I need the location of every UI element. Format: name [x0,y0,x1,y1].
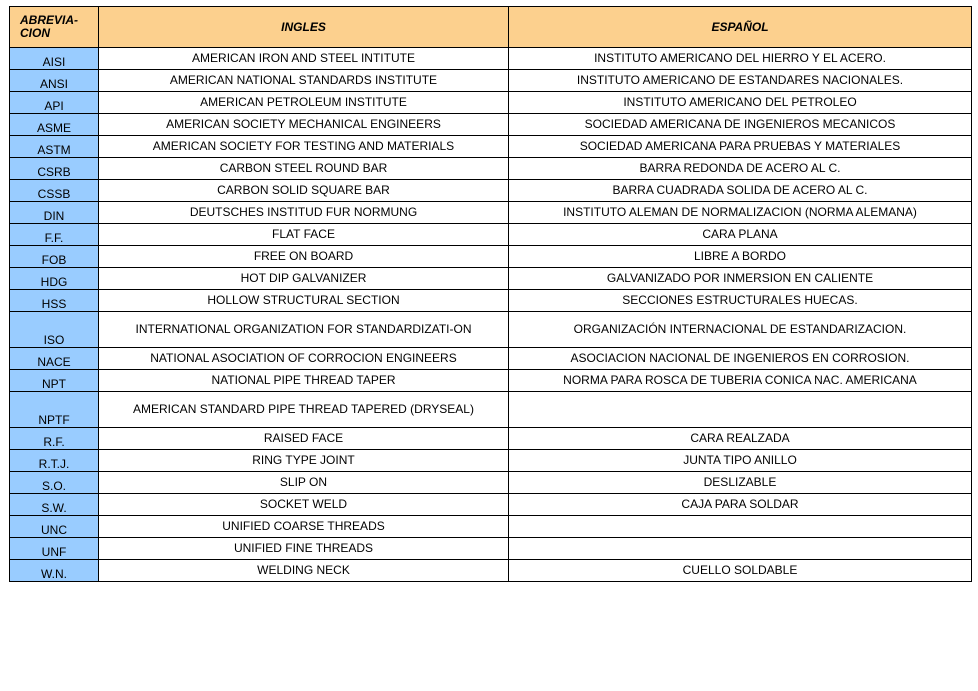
english-cell: AMERICAN NATIONAL STANDARDS INSTITUTE [99,70,509,92]
spanish-cell: INSTITUTO AMERICANO DEL HIERRO Y EL ACERO. [509,48,972,70]
header-abbreviation: ABREVIA- CION [10,7,99,48]
abbreviation-cell: ASME [10,114,99,136]
spanish-cell: BARRA CUADRADA SOLIDA DE ACERO AL C. [509,180,972,202]
abbreviation-cell: F.F. [10,224,99,246]
english-cell: RING TYPE JOINT [99,450,509,472]
spanish-cell: CARA PLANA [509,224,972,246]
table-row [10,516,972,538]
table-row [10,70,972,92]
spanish-cell: INSTITUTO ALEMAN DE NORMALIZACION (NORMA ALEMANA) [509,202,972,224]
table-row [10,224,972,246]
table-row [10,114,972,136]
spanish-cell: LIBRE A BORDO [509,246,972,268]
spanish-cell: CUELLO SOLDABLE [509,560,972,582]
abbreviation-cell: DIN [10,202,99,224]
table-row [10,48,972,70]
spanish-cell: JUNTA TIPO ANILLO [509,450,972,472]
spanish-cell: GALVANIZADO POR INMERSION EN CALIENTE [509,268,972,290]
english-cell: NATIONAL PIPE THREAD TAPER [99,370,509,392]
abbreviation-table [9,6,972,582]
header-spanish: ESPAÑOL [509,7,972,48]
abbreviation-cell: AISI [10,48,99,70]
table-row [10,290,972,312]
table-row [10,472,972,494]
abbreviation-cell: ANSI [10,70,99,92]
spanish-cell: SOCIEDAD AMERICANA PARA PRUEBAS Y MATERIALES [509,136,972,158]
table-row [10,560,972,582]
abbreviation-cell: NPT [10,370,99,392]
abbreviation-cell: NPTF [10,392,99,428]
spanish-cell: CARA REALZADA [509,428,972,450]
spanish-cell: INSTITUTO AMERICANO DE ESTANDARES NACIONALES. [509,70,972,92]
table-row [10,348,972,370]
spanish-cell [509,516,972,538]
abbreviation-cell: CSRB [10,158,99,180]
abbreviation-cell: FOB [10,246,99,268]
english-cell: AMERICAN STANDARD PIPE THREAD TAPERED (DRYSEAL) [99,392,509,428]
spanish-cell: ASOCIACION NACIONAL DE INGENIEROS EN CORROSION. [509,348,972,370]
table-row [10,428,972,450]
abbreviation-cell: R.T.J. [10,450,99,472]
table-row [10,180,972,202]
english-cell: DEUTSCHES INSTITUD FUR NORMUNG [99,202,509,224]
abbreviation-cell: W.N. [10,560,99,582]
abbreviation-cell: S.W. [10,494,99,516]
table-row [10,246,972,268]
table-row [10,136,972,158]
header-row [10,7,972,48]
table-row [10,268,972,290]
spanish-cell: CAJA PARA SOLDAR [509,494,972,516]
spanish-cell: DESLIZABLE [509,472,972,494]
english-cell: CARBON SOLID SQUARE BAR [99,180,509,202]
abbreviation-cell: HSS [10,290,99,312]
spanish-cell: ORGANIZACIÓN INTERNACIONAL DE ESTANDARIZACION. [509,312,972,348]
table-row [10,538,972,560]
english-cell: NATIONAL ASOCIATION OF CORROCION ENGINEERS [99,348,509,370]
table-row [10,370,972,392]
english-cell: FREE ON BOARD [99,246,509,268]
spanish-cell: INSTITUTO AMERICANO DEL PETROLEO [509,92,972,114]
english-cell: RAISED FACE [99,428,509,450]
english-cell: FLAT FACE [99,224,509,246]
table-row [10,494,972,516]
abbreviation-cell: API [10,92,99,114]
spanish-cell [509,392,972,428]
spanish-cell [509,538,972,560]
abbreviation-cell: ISO [10,312,99,348]
table-row [10,202,972,224]
english-cell: UNIFIED COARSE THREADS [99,516,509,538]
abbreviation-cell: CSSB [10,180,99,202]
spanish-cell: BARRA REDONDA DE ACERO AL C. [509,158,972,180]
english-cell: SOCKET WELD [99,494,509,516]
english-cell: INTERNATIONAL ORGANIZATION FOR STANDARDIZATI-ON [99,312,509,348]
spanish-cell: SECCIONES ESTRUCTURALES HUECAS. [509,290,972,312]
english-cell: UNIFIED FINE THREADS [99,538,509,560]
table-row [10,158,972,180]
table-row [10,92,972,114]
table-row [10,392,972,428]
english-cell: HOT DIP GALVANIZER [99,268,509,290]
english-cell: AMERICAN SOCIETY FOR TESTING AND MATERIALS [99,136,509,158]
english-cell: AMERICAN SOCIETY MECHANICAL ENGINEERS [99,114,509,136]
abbreviation-cell: NACE [10,348,99,370]
abbreviation-cell: UNC [10,516,99,538]
abbreviation-cell: S.O. [10,472,99,494]
english-cell: AMERICAN IRON AND STEEL INTITUTE [99,48,509,70]
table-row [10,312,972,348]
abbreviation-cell: R.F. [10,428,99,450]
table-row [10,450,972,472]
english-cell: AMERICAN PETROLEUM INSTITUTE [99,92,509,114]
header-english: INGLES [99,7,509,48]
english-cell: SLIP ON [99,472,509,494]
english-cell: WELDING NECK [99,560,509,582]
spanish-cell: SOCIEDAD AMERICANA DE INGENIEROS MECANICOS [509,114,972,136]
abbreviation-cell: UNF [10,538,99,560]
abbreviation-cell: HDG [10,268,99,290]
english-cell: CARBON STEEL ROUND BAR [99,158,509,180]
english-cell: HOLLOW STRUCTURAL SECTION [99,290,509,312]
spanish-cell: NORMA PARA ROSCA DE TUBERIA CONICA NAC. AMERICANA [509,370,972,392]
abbreviation-cell: ASTM [10,136,99,158]
